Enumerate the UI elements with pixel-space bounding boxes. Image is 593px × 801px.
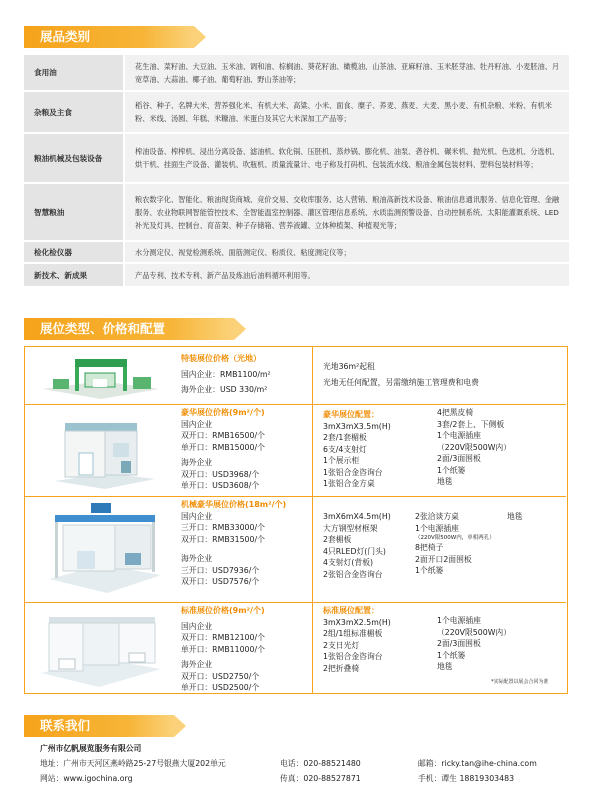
deluxe-booth-image <box>35 413 167 491</box>
config-line: 3mX6mX4.5m(H) <box>323 512 391 521</box>
category-value: 稻谷、种子、名牌大米、营养强化米、有机大米、高粱、小米、面食、糜子、荞麦、燕麦、大麦、黑小麦、有机杂粮、米粉、有机米粉、米线、汤圆、年糕、米糠油、米蛋白及其它大米深加工产品等； <box>124 91 569 133</box>
price-line: 国内企业 <box>181 511 213 521</box>
config-line: 2套/1套楣板 <box>323 433 367 442</box>
category-key: 粮油机械及包装设备 <box>24 133 124 183</box>
category-key: 智慧粮油 <box>24 183 124 241</box>
price-line: 三开口：RMB33000/个 <box>181 523 265 532</box>
category-key: 检化检仪器 <box>24 241 124 263</box>
config-line: 4只RLED灯(门头) <box>323 546 386 556</box>
config-line: 2张洽谈方桌 <box>415 512 459 521</box>
config-line: 2面/3面围板 <box>437 639 481 648</box>
standard-booth-image <box>35 607 167 689</box>
price-line: 双开口：USD7576/个 <box>181 577 260 586</box>
table-row <box>24 133 569 183</box>
price-line: 国内企业 <box>181 419 213 429</box>
config-line: 1个电源插座 <box>437 616 481 625</box>
config-line: 1张铝合金咨询台 <box>323 467 383 477</box>
config-line: 1个纸篓 <box>415 566 444 575</box>
price-line: 单开口：RMB15000/个 <box>181 442 265 452</box>
config-line: 3mX3mX2.5m(H) <box>323 617 391 627</box>
table-row <box>24 241 569 263</box>
booth-title: 机械豪华展位价格(18m²/个) <box>181 500 287 509</box>
config-line: （220V限500W内，单相两孔） <box>415 535 495 541</box>
category-value: 榨油设备、榨榨机、浸出分离设备、滤油机、软化锅、压胚机、蒸炒锅、膨化机、油泵、砻谷机、碾米机、抛光机、色选机、分选机、烘干机、挂面生产设备、灌装机、吹瓶机、质量流量计、电子称及打码机、包装流水线、粮油金属包装材料、塑料包装材料等； <box>124 133 569 183</box>
price-line: 海外企业：USD 330/m² <box>181 385 268 394</box>
price-line: 单开口：RMB11000/个 <box>181 644 265 654</box>
config-line: 2面开口2面围板 <box>415 554 472 564</box>
category-value: 粮农数字化、智能化、粮油现货商城、竞价交易、交收库服务、达人营销、粮油高新技术设备、粮油信息通讯服务、信息化管理、金融服务、农业物联网智能管控技术、全智能温室控制器、灌区管理信息系统、水质监测预警设备、自动控制系统、太阳能灌溉系统、LED补光及灯具、控制台、育苗架、种子存储箱、营养液罐、立体种植架、种植观光等； <box>124 183 569 241</box>
config-line: 2套楣板 <box>323 535 352 544</box>
config-line: （220V限500W内） <box>437 442 511 452</box>
table-row <box>24 183 569 241</box>
config-line: 4把黑皮椅 <box>437 408 474 417</box>
machinery-booth-image <box>35 501 167 597</box>
booth-row-standard <box>25 603 566 693</box>
website-link[interactable]: 网站：www.igochina.org <box>40 774 133 783</box>
config-line: 6支/4支射灯 <box>323 444 367 454</box>
config-line: 1个电源插座 <box>415 523 459 533</box>
category-value: 产品专利、技术专利、新产品及炼油后油料循环利用等。 <box>124 263 569 287</box>
config-line: 1张铝合金方桌 <box>323 479 375 488</box>
email-link[interactable]: 邮箱：ricky.tan@ihe-china.com <box>418 759 537 768</box>
config-line: 1个电源插座 <box>437 431 481 440</box>
price-line: 海外企业 <box>181 458 213 467</box>
config-line: 1个纸篓 <box>437 650 466 660</box>
address: 地址：广州市天河区燕岭路25-27号银燕大厦202单元 <box>40 759 226 768</box>
config-line: 2支日光灯 <box>323 640 360 650</box>
price-line: 双开口：USD2750/个 <box>181 671 260 681</box>
booth-title: 特装展位价格（光地） <box>181 354 261 363</box>
config-line: 光地36m²起租 <box>323 362 375 371</box>
config-line: 2面/3面围板 <box>437 454 481 463</box>
category-key: 食用油 <box>24 55 124 91</box>
config-title: 标准展位配置： <box>323 606 379 615</box>
config-note: *实际配置以展会合同为准 <box>491 679 549 685</box>
config-line: 2把折叠椅 <box>323 663 360 673</box>
config-line: 1个纸篓 <box>437 465 466 475</box>
price-line: 国内企业：RMB1100/m² <box>181 369 271 379</box>
price-line: 海外企业 <box>181 554 213 563</box>
category-value: 花生油、菜籽油、大豆油、玉米油、调和油、棕榈油、葵花籽油、橄榄油、山茶油、亚麻籽油、玉米胚芽油、牡丹籽油、小麦胚油、月宽草油、大蒜油、椰子油、葡萄籽油、野山茶油等； <box>124 55 569 91</box>
config-title: 豪华展位配置： <box>323 410 379 419</box>
price-line: 单开口：USD2500/个 <box>181 683 260 692</box>
price-line: 双开口：RMB31500/个 <box>181 534 265 544</box>
config-line: （220V限500W内） <box>437 627 511 637</box>
config-line: 1张铝合金咨询台 <box>323 652 383 661</box>
config-line: 3套/2套上、下侧板 <box>437 419 505 429</box>
config-line: 地毯 <box>437 477 453 486</box>
booth-row-machinery <box>25 497 566 603</box>
booth-pricing-panel <box>24 346 568 694</box>
booth-section-title: 展位类型、价格和配置 <box>24 318 234 340</box>
booth-row-deluxe <box>25 405 566 497</box>
table-row <box>24 91 569 133</box>
price-line: 单开口：USD3608/个 <box>181 481 260 490</box>
config-line: 2组/1组标准楣板 <box>323 629 383 638</box>
config-line: 地毯 <box>437 662 453 671</box>
mobile: 手机：谭生 18819303483 <box>418 774 515 783</box>
company-name: 广州市亿帆展览服务有限公司 <box>40 744 142 753</box>
booth-row-raw-space <box>25 347 566 405</box>
config-line: 光地无任何配置，另需缴纳施工管理费和电费 <box>323 377 479 387</box>
config-line: 2张铝合金咨询台 <box>323 569 383 579</box>
config-line: 8把椅子 <box>415 543 444 552</box>
category-key: 杂粮及主食 <box>24 91 124 133</box>
fax: 传真：020-88527871 <box>280 774 361 783</box>
config-line: 4支射灯(背板) <box>323 558 374 567</box>
booth-title: 标准展位价格(9m²/个) <box>181 606 265 615</box>
phone: 电话：020-88521480 <box>280 759 361 768</box>
booth-title: 豪华展位价格(9m²/个) <box>181 408 265 417</box>
raw-space-booth-image <box>35 351 167 401</box>
table-row <box>24 55 569 91</box>
config-line: 1个展示柜 <box>323 456 360 465</box>
categories-table <box>24 55 569 288</box>
table-row <box>24 263 569 287</box>
price-line: 双开口：RMB12100/个 <box>181 633 265 642</box>
price-line: 三开口：USD7936/个 <box>181 565 260 575</box>
price-line: 双开口：USD3968/个 <box>181 469 260 479</box>
category-value: 水分测定仪、视觉检测系统、面筋测定仪、粉质仪、粘度测定仪等； <box>124 241 569 263</box>
price-line: 海外企业 <box>181 660 213 669</box>
category-key: 新技术、新成果 <box>24 263 124 287</box>
categories-section-title: 展品类别 <box>24 26 194 48</box>
price-line: 国内企业 <box>181 621 213 631</box>
contact-section-title: 联系我们 <box>24 715 174 737</box>
price-line: 双开口：RMB16500/个 <box>181 431 265 440</box>
config-line: 地毯 <box>507 512 523 521</box>
config-line: 3mX3mX3.5m(H) <box>323 421 391 431</box>
config-line: 大方钢型材框架 <box>323 523 378 533</box>
